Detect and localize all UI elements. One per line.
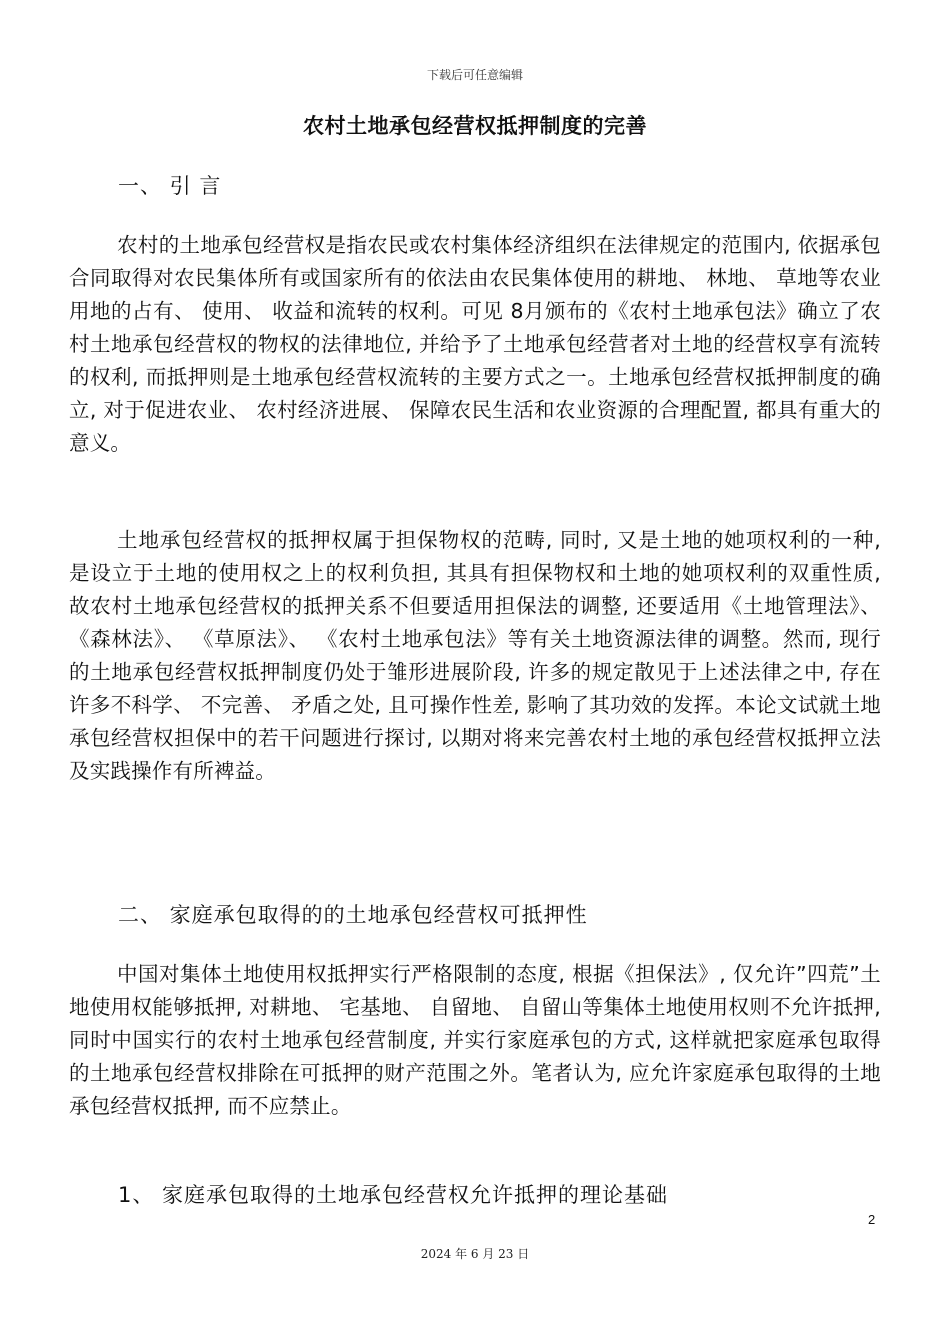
paragraph-mortgageability-1: 中国对集体土地使用权抵押实行严格限制的态度, 根据《担保法》, 仅允许”四荒”土地使用权能够抵押, 对耕地、 宅基地、 自留地、 自留山等集体土地使用权则不允许抵押, 同时中国实行的农村土地承包经营制度, 并实行家庭承包的方式, 这样就把家庭承包取得的土地承包经营权排除在可抵押的财产范围之外。笔者认为, 应允许家庭承包取得的土地承包经营权抵押, 而不应禁止。 bbox=[69, 962, 881, 1118]
header-note: 下载后可任意编辑 bbox=[426, 68, 523, 82]
section-heading-mortgageability: 二、 家庭承包取得的的土地承包经营权可抵押性 bbox=[118, 903, 588, 927]
document-title: 农村土地承包经营权抵押制度的完善 bbox=[303, 114, 647, 138]
footer-date: 2024 年 6 月 23 日 bbox=[420, 1247, 530, 1261]
subsection-heading-theory: 1、 家庭承包取得的土地承包经营权允许抵押的理论基础 bbox=[118, 1183, 669, 1207]
page-number: 2 bbox=[868, 1212, 876, 1227]
section-heading-introduction: 一、 引 言 bbox=[118, 174, 222, 198]
paragraph-introduction-2: 土地承包经营权的抵押权属于担保物权的范畴, 同时, 又是土地的她项权利的一种, 是设立于土地的使用权之上的权利负担, 其具有担保物权和土地的她项权利的双重性质, 故农村土地承包经营权的抵押关系不但要适用担保法的调整, 还要适用《土地管理法》、 《森林法》、 《草原法》、 《农村土地承包法》等有关土地资源法律的调整。然而, 现行的土地承包经营权抵押制度仍处于雏形进展阶段, 许多的规定散见于上述法律之中, 存在许多不科学、 不完善、 矛盾之处, 且可操作性差, 影响了其功效的发挥。本论文试就土地承包经营权担保中的若干问题进行探讨, 以期对将来完善农村土地的承包经营权抵押立法及实践操作有所裨益。 bbox=[69, 528, 881, 783]
paragraph-introduction-1: 农村的土地承包经营权是指农民或农村集体经济组织在法律规定的范围内, 依据承包合同取得对农民集体所有或国家所有的依法由农民集体使用的耕地、 林地、 草地等农业用地的占有、 使用、 收益和流转的权利。可见 8月颁布的《农村土地承包法》确立了农村土地承包经营权的物权的法律地位, 并给予了土地承包经营者对土地的经营权享有流转的权利, 而抵押则是土地承包经营权流转的主要方式之一。土地承包经营权抵押制度的确立, 对于促进农业、 农村经济进展、 保障农民生活和农业资源的合理配置, 都具有重大的意义。 bbox=[69, 233, 881, 455]
